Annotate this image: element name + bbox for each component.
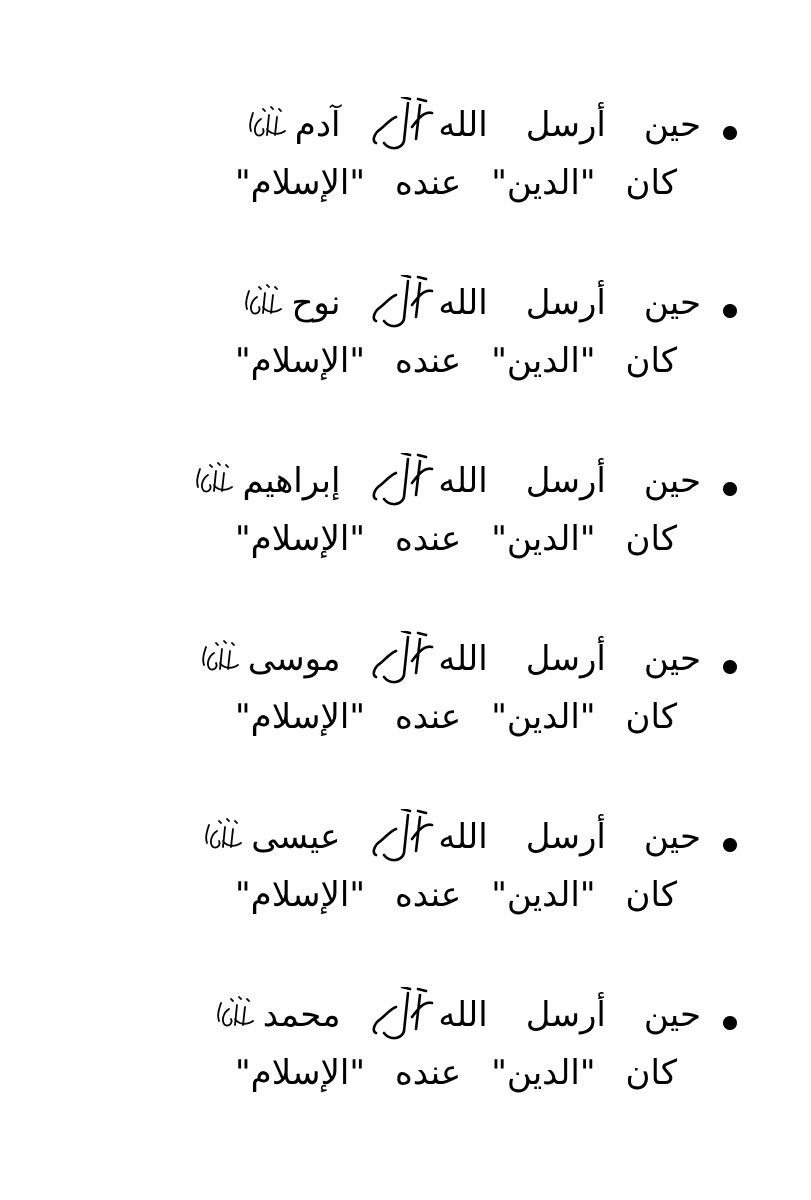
salawat-calligraphy-icon <box>198 639 242 679</box>
word-aldin: "الدين" <box>491 519 596 559</box>
word-arsala: أرسل <box>525 995 606 1035</box>
salawat-calligraphy-icon <box>201 817 245 857</box>
prophet-name: إبراهيم <box>242 461 341 501</box>
salawat-calligraphy-icon <box>213 995 257 1035</box>
prophet-name: نوح <box>291 283 341 323</box>
word-allah: الله <box>438 817 488 857</box>
word-arsala: أرسل <box>525 283 606 323</box>
salawat-calligraphy-icon <box>245 105 289 145</box>
list-item <box>63 630 723 808</box>
word-alislam: "الإسلام" <box>235 875 365 915</box>
word-arsala: أرسل <box>525 817 606 857</box>
word-indahu: عنده <box>394 519 462 559</box>
word-hin: حين <box>643 105 701 145</box>
jalla-jalaluhu-calligraphy-icon <box>366 97 438 153</box>
prophet-name: آدم <box>294 105 341 145</box>
word-hin: حين <box>643 995 701 1035</box>
answer-line <box>63 154 723 212</box>
word-kana: كان <box>625 875 677 915</box>
word-indahu: عنده <box>394 1053 462 1093</box>
list-item <box>63 96 723 274</box>
statement-line <box>63 630 723 688</box>
word-indahu: عنده <box>394 341 462 381</box>
word-hin: حين <box>643 283 701 323</box>
jalla-jalaluhu-calligraphy-icon <box>366 809 438 865</box>
answer-line <box>63 332 723 390</box>
word-aldin: "الدين" <box>491 697 596 737</box>
answer-line <box>63 510 723 568</box>
word-aldin: "الدين" <box>491 341 596 381</box>
word-alislam: "الإسلام" <box>235 1053 365 1093</box>
bullet-dot-icon <box>723 304 737 318</box>
statement-line <box>63 96 723 154</box>
word-indahu: عنده <box>394 163 462 203</box>
word-kana: كان <box>625 697 677 737</box>
word-alislam: "الإسلام" <box>235 519 365 559</box>
word-hin: حين <box>643 461 701 501</box>
word-kana: كان <box>625 1053 677 1093</box>
list-item <box>63 986 723 1164</box>
bullet-dot-icon <box>723 838 737 852</box>
word-hin: حين <box>643 817 701 857</box>
bullet-dot-icon <box>723 660 737 674</box>
list-item <box>63 274 723 452</box>
word-kana: كان <box>625 163 677 203</box>
prophet-name: موسى <box>247 639 341 679</box>
word-indahu: عنده <box>394 697 462 737</box>
word-arsala: أرسل <box>525 461 606 501</box>
answer-line <box>63 866 723 924</box>
word-alislam: "الإسلام" <box>235 697 365 737</box>
word-arsala: أرسل <box>525 639 606 679</box>
word-alislam: "الإسلام" <box>235 341 365 381</box>
word-allah: الله <box>438 995 488 1035</box>
word-kana: كان <box>625 341 677 381</box>
statement-line <box>63 452 723 510</box>
prophet-name: محمد <box>262 995 341 1035</box>
jalla-jalaluhu-calligraphy-icon <box>366 987 438 1043</box>
bullet-dot-icon <box>723 1016 737 1030</box>
bullet-dot-icon <box>723 482 737 496</box>
word-indahu: عنده <box>394 875 462 915</box>
statement-line <box>63 274 723 332</box>
word-alislam: "الإسلام" <box>235 163 365 203</box>
list-item <box>63 808 723 986</box>
word-aldin: "الدين" <box>491 875 596 915</box>
prophet-name: عيسى <box>251 817 341 857</box>
statement-line <box>63 986 723 1044</box>
answer-line <box>63 1044 723 1102</box>
list-item <box>63 452 723 630</box>
salawat-calligraphy-icon <box>241 283 285 323</box>
statement-line <box>63 808 723 866</box>
jalla-jalaluhu-calligraphy-icon <box>366 631 438 687</box>
word-allah: الله <box>438 639 488 679</box>
salawat-calligraphy-icon <box>192 461 236 501</box>
word-aldin: "الدين" <box>491 163 596 203</box>
word-allah: الله <box>438 105 488 145</box>
word-allah: الله <box>438 461 488 501</box>
word-arsala: أرسل <box>525 105 606 145</box>
word-aldin: "الدين" <box>491 1053 596 1093</box>
bullet-list <box>63 96 723 1164</box>
jalla-jalaluhu-calligraphy-icon <box>366 453 438 509</box>
answer-line <box>63 688 723 746</box>
word-kana: كان <box>625 519 677 559</box>
bullet-dot-icon <box>723 126 737 140</box>
jalla-jalaluhu-calligraphy-icon <box>366 275 438 331</box>
word-allah: الله <box>438 283 488 323</box>
word-hin: حين <box>643 639 701 679</box>
